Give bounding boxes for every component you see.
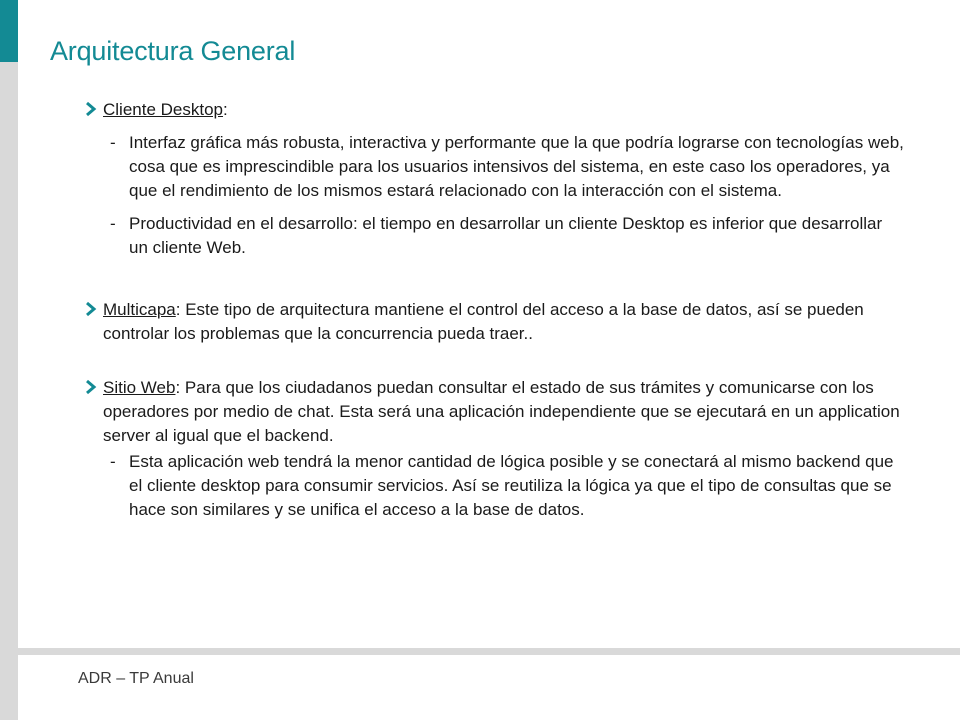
bullet-term: Sitio Web [103, 378, 176, 397]
footer-text: ADR – TP Anual [78, 670, 194, 687]
bullet-text: : Para que los ciudadanos puedan consultar el estado de sus trámites y comunicarse con los operadores por medio de chat. Esta será una aplicación independiente que se ejecutará en un application server al igual que el backend. [103, 378, 900, 445]
bullet-term: Cliente Desktop [103, 100, 224, 119]
sub-item [103, 450, 905, 522]
chevron-right-icon [84, 301, 98, 317]
bullet-multicapa [85, 298, 905, 346]
bullet-term: Multicapa [103, 300, 176, 319]
sub-item-text: Interfaz gráfica más robusta, interactiva y performante que la que podría lograrse con tecnologías web, cosa que es imprescindible para los usuarios intensivos del sistema, en este caso los operadores, ya que el rendimiento de los mismos estará relacionado con la interacción con el sistema. [129, 133, 904, 200]
left-accent-block [0, 0, 18, 62]
sub-item-text: Esta aplicación web tendrá la menor cantidad de lógica posible y se conectará al mismo backend que el cliente desktop para consumir servicios. Así se reutiliza la lógica ya que el tipo de consultas que se hace son similares y se unifica el acceso a la base de datos. [129, 452, 894, 519]
chevron-right-icon [84, 101, 98, 117]
dash-marker: - [110, 452, 116, 471]
sub-item-text: Productividad en el desarrollo: el tiempo en desarrollar un cliente Desktop es inferior que desarrollar un cliente Web. [129, 214, 883, 257]
chevron-right-icon [84, 379, 98, 395]
sub-item [103, 131, 905, 203]
footer-divider [18, 648, 960, 655]
bullet-cliente-desktop [85, 98, 905, 260]
slide-content [85, 98, 905, 522]
sub-item [103, 212, 905, 260]
dash-marker: - [110, 133, 116, 152]
bullet-text: : Este tipo de arquitectura mantiene el control del acceso a la base de datos, así se pueden controlar los problemas que la concurrencia pueda traer.. [103, 300, 864, 343]
slide-title: Arquitectura General [50, 36, 296, 66]
bullet-text: : [223, 100, 228, 119]
bullet-sitio-web [85, 376, 905, 522]
dash-marker: - [110, 214, 116, 233]
left-sidebar-bar [0, 0, 18, 720]
